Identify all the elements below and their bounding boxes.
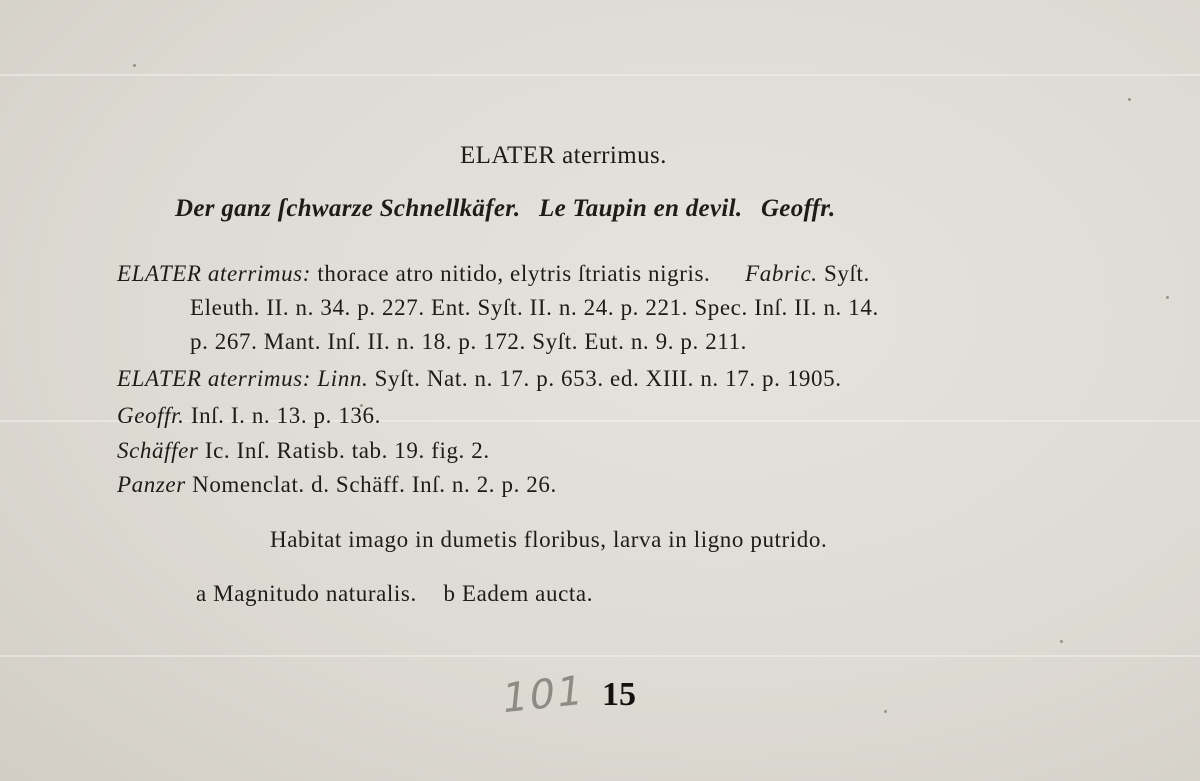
foxing-spot — [133, 64, 136, 67]
species-heading — [460, 143, 667, 168]
reference-text: Nomenclat. d. Schäff. Inſ. n. 2. p. 26. — [192, 472, 557, 497]
common-name-author: Geoffr. — [760, 195, 836, 222]
french-name: Le Taupin en devil. — [539, 195, 743, 222]
synonym-name: ELATER aterrimus: — [117, 366, 311, 391]
foxing-spot — [1060, 640, 1063, 643]
synonym-author: Geoffr. — [117, 403, 185, 428]
page-number: 15 — [602, 676, 636, 713]
synonym-author: Linn. — [317, 366, 369, 391]
species-name: aterrimus. — [562, 142, 667, 169]
foxing-spot — [1166, 296, 1169, 299]
synonym-author: Fabric. — [745, 261, 818, 286]
synonym-fabricius-line-1 — [117, 262, 870, 285]
synonym-linnaeus — [117, 367, 842, 390]
figure-b-caption: b Eadem aucta. — [443, 581, 594, 606]
common-names — [175, 196, 836, 221]
foxing-spot — [1128, 98, 1131, 101]
foxing-spot — [884, 710, 887, 713]
figure-a-caption: a Magnitudo naturalis. — [196, 581, 417, 606]
synonym-fabricius-line-3: p. 267. Mant. Inſ. II. n. 18. p. 172. Syſt. Eut. n. 9. p. 211. — [190, 329, 748, 354]
genus-name: ELATER — [460, 142, 556, 169]
synonym-geoffroy — [117, 404, 381, 427]
reference-text: Inſ. I. n. 13. p. 136. — [190, 403, 381, 428]
paper-fold — [0, 655, 1200, 657]
synonym-author: Panzer — [117, 472, 186, 497]
paper-fold — [0, 74, 1200, 76]
reference-text: Ic. Inſ. Ratisb. tab. 19. fig. 2. — [204, 438, 490, 463]
diagnosis-text: thorace atro nitido, elytris ſtriatis nigris. — [317, 261, 711, 286]
synonym-schaeffer — [117, 439, 490, 462]
habitat-note: Habitat imago in dumetis floribus, larva in ligno putrido. — [270, 527, 828, 552]
synonym-fabricius-line-2: Eleuth. II. n. 34. p. 227. Ent. Syſt. II. n. 24. p. 221. Spec. Inſ. II. n. 14. — [190, 295, 879, 320]
synonym-name: ELATER aterrimus: — [117, 261, 311, 286]
figure-legend — [196, 582, 593, 605]
pencil-annotation: 101 — [499, 667, 587, 723]
reference-text: Syſt. Nat. n. 17. p. 653. ed. XIII. n. 17. p. 1905. — [374, 366, 842, 391]
german-name: Der ganz ſchwarze Schnellkäfer. — [175, 195, 521, 222]
synonym-panzer — [117, 473, 557, 496]
synonym-author: Schäffer — [117, 438, 199, 463]
reference-text: Syſt. — [824, 261, 870, 286]
